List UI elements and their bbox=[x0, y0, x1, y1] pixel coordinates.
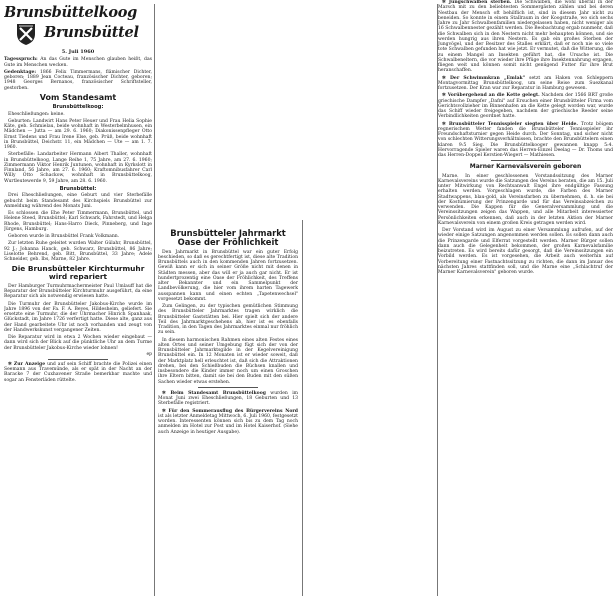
paragraph: Marne. In einer geschlossenen Vorstandssitzung des Marner Karnevalsvereins wurde die Satzungen des Vereins beraten, die am 15. Juli unter Mitwirkung von Rechtsanwalt Engel ihre endgültige Fassung erhalten werden. Vorgeschlagen wurde, die Farben des Marner Stadtwappens, blau-gold, als Vereinsfarben zu übernehmen, d. h. sie bei der Kostümierung der Prinzengarde und für das Vereinsabzeichen zu verwenden. Die Kappen für die Generalversammlung und die Vereinssitzungen zeigen das Wappen, und alle Mitarbeit interessierter Persönlichkeiten erkennen, daß auch in der letzten Aktion der Marner Karnevalsverein von einem großen Kreis getragen werden wird. bbox=[438, 173, 613, 226]
headline-karneval: Marner Karnevalsverein geboren bbox=[469, 163, 582, 171]
brief-standesamt: ✲ Beim Standesamt Brunsbüttelkoog wurden im Monat Juni zwei Eheschließungen, 18 Geburten und 13 Sterbefälle registriert. bbox=[158, 390, 298, 407]
paragraph: Die Reparatur wird in etwa 2 Wochen wieder eingebaut — dann wird sich der Blick auf die pünktliche Uhr an dem Turme der Brunsbütteler Jakobus-Kirche wieder lohnen! bbox=[4, 335, 152, 351]
paragraph: Zum Gelingen, zu der typischen gemütlichen Stimmung des Brunsbütteler Jahrmarktes tragen wirklich die Brunsbütteler Gaststätten bei. Hier spielt sich der andere Teil des Jahrmarktgeschehens ab, hier ist es ebenfalls Tradition, in den Tagen des Jahrmarktes einmal nur fröhlich zu sein. bbox=[158, 304, 298, 336]
author-signature: ep bbox=[146, 351, 152, 357]
tagesspruch: Tagesspruch: An das Gute im Menschen glauben heißt, das Gute im Menschen wecken. bbox=[4, 57, 152, 68]
divider bbox=[491, 160, 561, 161]
star-icon: ✲ bbox=[8, 361, 14, 367]
headline-kirchturmuhr: Die Brunsbütteler Kirchturmuhr wird repariert bbox=[11, 264, 145, 282]
headline-standesamt: Vom Standesamt bbox=[39, 92, 117, 102]
column-3 bbox=[306, 0, 436, 598]
masthead-subtitle: Brunsbüttel bbox=[44, 24, 139, 41]
issue-date: 5. Juli 1960 bbox=[61, 49, 95, 55]
masthead-title: Brunsbüttelkoog bbox=[4, 4, 137, 21]
brief-kette: ✲ Vorübergehend an die Kette gelegt. Nachdem der 1566 BRT große griechische Dampfer „Dafni" auf Ersuchen einer Brunsbütteler Firma vom Gerichtsvollzieher im Binnenhafen an die Kette gelegt worden war, wurde das Schiff wieder freigegeben, nachdem der griechische Reeder seine Verbindlichkeiten geordnet hatte. bbox=[438, 93, 613, 120]
paragraph: Zur letzten Ruhe geleitet wurden Walter Gülahr, Brunsbüttel, 92 J.; Johanna Hanck, geb. Schwarz, Brunsbüttel, 86 Jahre; Liselotte Behrend, geb. Bitt, Brunsbüttel, 33 Jahre; Adele Schneider, geb. Ibs, Marne, 82 Jahre. bbox=[4, 241, 152, 263]
brief-sommerausflug: ✲ Für den Sommerausflug des Bürgervereins Nord ist als letzter Anmeldetag Mittwoch, 6. Juli 1960, festgesetzt worden. Interessenten können sich bis zu dem Tag noch anmelden im Hotel zur Post und im Hotel Kaiserhof. (Siehe auch Anzeige in heutiger Ausgabe). bbox=[158, 408, 298, 435]
column-rule bbox=[154, 4, 155, 596]
star-icon: ✲ bbox=[162, 390, 171, 396]
paragraph: Es schlossen die Ehe Peter Timmermann, Brunsbüttel, und Helene Steed, Brunsbüttel; Karl Schwark, Fahrstedt, und Helga Rhode, Brunsbüttel; Hans-Harro Dieck, Pinneberg, und Inge Jürgens, Hamburg. bbox=[4, 211, 152, 232]
column-1 bbox=[4, 0, 152, 598]
paragraph: Der Vorstand wird im August zu einer Versammlung aufrufen, auf der wieder einige Satzungen angenommen werden sollen. Es sollen dann auch die Prinzengarde und Elferrat vorgestellt werden. Marner Bürger sollen dann auch die Gelegenheit bekommen, der großen Karnevalsfamilie beizutreten. Es wird bereits dafür gesorgt, daß die Vereinssitzungen ein Vorbild werden. Es ist vorgesehen, die Arbeit auch weiterhin auf Vorbereitung einer Fastnachtssitzung zu richten, die dann im Januar des nächsten Jahres stattfinden soll, und die Marne eine „Schlachtruf der Marner Karnevalsverein" geboren wurde. bbox=[438, 228, 613, 276]
subhead-brunsbuettelkoog: Brunsbüttelkoog: bbox=[52, 104, 104, 111]
headline-jahrmarkt: Brunsbütteler Jahrmarkt Oase der Fröhlichkeit bbox=[170, 228, 286, 247]
column-4 bbox=[438, 0, 613, 598]
paragraph: In diesem harmonischen Rahmen eines alten Festes eines alten Ortes und seiner Umgebung fügt sich der von der Brunsbütteler Jahrmarktsgilde in der Kegelvereinigung Brunsbüttel ein. In 12 Monaten ist er wieder soweit, daß der Marktplatz hell erleuchtet ist, daß sich die Attraktionen drehen, bei den Schießbuden die Büchsen knallen und insbesondere die Kinder immer noch um einen Groschen ihre Eltern bitten, damit sie bei den Buden mit den süßen Sachen wieder etwas erstehen. bbox=[158, 337, 298, 385]
divider bbox=[48, 359, 108, 360]
column-rule bbox=[302, 220, 303, 596]
paragraph: Der Hamburger Turmuhrmachermeister Paul Umlauff hat die Reparatur der Brunsbütteler Kirchturmuhr ausgeführt, da eine Reparatur sich als notwendig erwiesen hatte. bbox=[4, 283, 152, 300]
star-icon: ✲ bbox=[442, 75, 450, 81]
brief-tennis: ✲ Brunsbütteler Tennisspieler siegten über Heide. Trotz böigem regnerischem Wetter fanden die Brunsbütteler Tennisspieler ihr Freundschaftsturnier gegen Heide durch. Der Sonntag, und sicher nicht von schlechten Witterungsverhältnissen, brachte den Brunsbüttelern einen klaren 9:5 Sieg. Die Brunsbüttelkooger gewannen knapp 5:4. Hervorragende Spieler waren das Herren-Einzel Deelag — Dr. Thoms und das Herren-Doppel Kerstien-Wiegert — Mathiesen. bbox=[438, 121, 613, 158]
column-2 bbox=[158, 0, 298, 598]
star-icon: ✲ bbox=[162, 408, 169, 414]
eheschliessungen: Eheschließungen: keine. bbox=[8, 111, 65, 117]
star-icon: ✲ bbox=[442, 93, 448, 99]
gedenktage: Gedenktage: 1866 Felix Timmermans, flämischer Dichter, geboren; 1889 Jean Cocteau, französischer Dichter, geboren; 1948 Georges Bernanos, französischer Schriftsteller, gestorben. bbox=[4, 69, 152, 91]
brief-schwimmkran: ✲ Der Schwimmkran „Emlak" setzt am Haken von Schleppern Montagvormittag Brunsbüttelkoog, um seine Reise zum Suezkanal fortzusetzen. Der Kran war zur Reparatur in Hamburg gewesen. bbox=[438, 75, 613, 91]
star-icon: ✲ bbox=[442, 0, 449, 5]
subhead-brunsbuettel: Brunsbüttel: bbox=[59, 185, 97, 192]
star-icon: ✲ bbox=[442, 121, 449, 127]
sterbefaelle: Sterbefälle: Landarbeiter Hermann Albert Thaller, wohnhaft in Brunsbüttelkoog, Lange Reihe 1, 75 Jahre, am 27. 6. 1960; Zimmermann Viktor Henrik Juntunen, wohnhaft in Kyrkslott in Finnland, 56 Jahre, am 27. 6. 1960; Kraftomnibusfahrer Carl Willy Otto Schackow, wohnhaft in Brunsbüttelkoog, Wurtleutewerde 9, 59 Jahre, am 28. 6. 1960. bbox=[4, 152, 152, 184]
paragraph: Drei Eheschließungen, eine Geburt und vier Sterbefälle gebucht beim Standesamt des Kirchspiels Brunsbüttel zur Anmeldung während des Monats Juni. bbox=[4, 193, 152, 209]
divider bbox=[198, 387, 258, 388]
paragraph: Geboren wurde in Brunsbüttel Frank Volkmann. bbox=[8, 234, 120, 240]
paragraph: Die Turmuhr der Brunsbütteler Jakobus-Kirche wurde im Jahre 1896 von der Fa. F. A. Beyes, Hildesheim, geliefert. Sie ersetzte eine Turmuhr, die der Uhrmacher Hinrich Spanhaak, Glückstadt, im Jahre 1726 verfertigt hatte. Diese alte, ganz aus der Hand gearbeitete Uhr ist noch vorhanden und zeugt von der Handwerkskunst vergangener Zeiten. bbox=[4, 301, 152, 333]
coat-of-arms-icon bbox=[14, 22, 38, 46]
geburten: Geburten: Landwirt Hans Peter Heuer und Frau Helia Sophie Käte, geb. Schmielau, beide wohnhaft in Westerbelmhusen, ein Mädchen — Jutta — am 29. 6. 1960; Diakonissenpfleger Otto Ernst Tiedens und Frau Irene Else, geb. Prüß, beide wohnhaft in Brunsbüttel, Deichstr. 11, ein Mädchen — Ute — am 1. 7. 1960. bbox=[4, 118, 152, 151]
masthead bbox=[4, 2, 152, 48]
paragraph: Den Jahrmarkt in Brunsbüttel war ein guter Erfolg beschieden, so daß es gerechtfertigt ist, diese alte Tradition Brunsbüttels auch in den kommenden Jahren fortzusetzen. Gewiß kann er sich in seiner Größe nicht mit denen in Städten messen, aber das will er ja auch gar nicht. Er ist hundertprozentig eine Oase der Fröhlichkeit, des Treffens alter Bekannter und ein Sammelpunkt der Landbevölkerung, die hier vom ihrem harten Tagewerk ausspannen kann und einen echten „Tapetenwechsel" vorgesetzt bekommt. bbox=[158, 249, 298, 302]
brief-anzeige: ✲ Zur Anzeige und auf sein Schiff brachte die Polizei einen Seemann aus Travemünde, als er spät in der Nacht an der Baracke 7 der Cuxhavener Straße bemerkbar machte und sogar an Fensterläden rüttelte. bbox=[4, 361, 152, 383]
brief-schwalben: ✲ Jungschwalben sterben. Die Schwalben, die wohl überall in der Marsch mit zu den beliebtesten Sommergästen zählen und bei deren Nestbau der Mensch oft behilflich ist, sind in diesem Jahr nicht zu beneiden. So konnte in einem Stallraum in der Koogstraße, wo sich sechs Jahre zu Jahr Schwalbenfamilien niedergelassen haben, nicht weniger als 16 Schwalbennester gezählt werden. Die Beobachtung ergab nunmehr, daß die Schwalben sich in den Nestern nicht mehr behaupten können, und sie werden hungrig aus ihren Nestern. Es gab ein großes Sterben der Jungvögel, und der Besitzer des Stalles erklärt, daß er noch nie so viele tote Schwalben gefunden hat wie jetzt. Er vermutet, daß die Witterung, die zu einem Mangel an Insekten geführt hat, die Ursache ist. Die Schwalbeneltern, die vor wieder ihre Pfüge ihre Insektennahrung ergagen, fliegen weit und können somit nicht genügend Futter für ihre Brut heranschaffen. bbox=[438, 0, 613, 74]
